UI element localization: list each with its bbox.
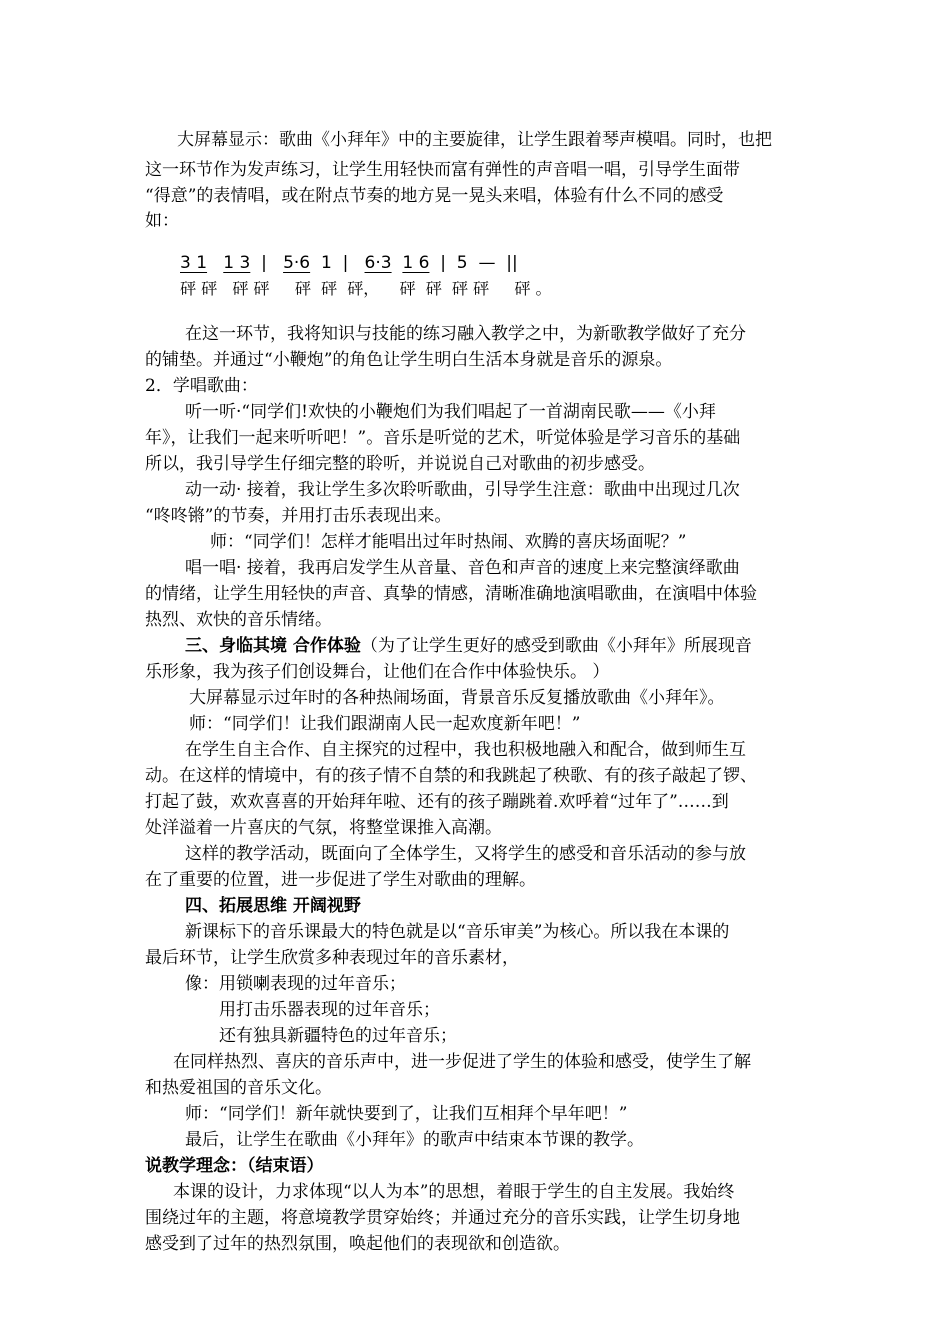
paragraph-line: 在这一环节，我将知识与技能的练习融入教学之中，为新歌教学做好了充分	[185, 324, 746, 344]
teacher-quote: 师：“同学们！让我们跟湖南人民一起欢度新年吧！”	[189, 714, 581, 734]
note: 1	[320, 253, 332, 273]
bar-line: |	[440, 253, 446, 273]
section-heading: 2．学唱歌曲：	[145, 376, 258, 396]
paragraph-line: 在同样热烈、喜庆的音乐声中，进一步促进了学生的体验和感受，使学生了解	[173, 1052, 751, 1072]
note-group: 3 1	[180, 253, 208, 273]
paragraph-line: 打起了鼓，欢欢喜喜的开始拜年啦、还有的孩子蹦跳着.欢呼着“过年了”……到	[145, 792, 729, 812]
note-group: 1 6	[402, 253, 430, 273]
paragraph-line: 动。在这样的情境中，有的孩子情不自禁的和我跳起了秧歌、有的孩子敲起了锣、	[145, 766, 757, 786]
paragraph-line: 这样的教学活动，既面向了全体学生，又将学生的感受和音乐活动的参与放	[185, 844, 746, 864]
note: 5	[456, 253, 468, 273]
paragraph-line: 乐形象，我为孩子们创设舞台，让他们在合作中体验快乐。 ）	[145, 662, 610, 682]
paragraph-line: 所以，我引导学生仔细完整的聆听，并说说自己对歌曲的初步感受。	[145, 454, 655, 474]
list-item: 用打击乐器表现的过年音乐；	[219, 1000, 440, 1020]
paragraph-line: 本课的设计，力求体现“以人为本”的思想，着眼于学生的自主发展。我始终	[173, 1182, 735, 1202]
paragraph-line: 的铺垫。并通过“小鞭炮”的角色让学生明白生活本身就是音乐的源泉。	[145, 350, 673, 370]
paragraph-line: 大屏幕显示过年时的各种热闹场面，背景音乐反复播放歌曲《小拜年》。	[189, 688, 725, 708]
paragraph-line: 大屏幕显示：歌曲《小拜年》中的主要旋律，让学生跟着琴声模唱。同时，也把	[177, 130, 772, 150]
paragraph-line: “咚咚锵”的节奏，并用打击乐表现出来。	[145, 506, 452, 526]
list-item: 还有独具新疆特色的过年音乐；	[219, 1026, 457, 1046]
teacher-quote: 师：“同学们！新年就快要到了，让我们互相拜个早年吧！”	[185, 1104, 628, 1124]
paragraph-line: 如：	[145, 211, 179, 231]
bar-line: |	[261, 253, 267, 273]
paragraph-line: 和热爱祖国的音乐文化。	[145, 1078, 332, 1098]
note-group: 1 3	[223, 253, 251, 273]
lyrics-line: 砰 砰 砰 砰 砰 砰 砰， 砰 砰 砰 砰 砰 。	[180, 279, 552, 298]
paragraph-line: 新课标下的音乐课最大的特色就是以“音乐审美”为核心。所以我在本课的	[185, 922, 730, 942]
paragraph-line: 最后环节，让学生欣赏多种表现过年的音乐素材，	[145, 948, 519, 968]
paragraph-line: 听一听·“同学们!欢快的小鞭炮们为我们唱起了一首湖南民歌——《小拜	[185, 402, 716, 422]
paragraph-line: 这一环节作为发声练习，让学生用轻快而富有弹性的声音唱一唱，引导学生面带	[145, 160, 740, 180]
end-bar-line: ||	[506, 253, 518, 273]
bar-line: |	[342, 253, 349, 273]
paragraph-line: 在学生自主合作、自主探究的过程中，我也积极地融入和配合，做到师生互	[185, 740, 746, 760]
list-item: 像：用锁喇表现的过年音乐；	[185, 974, 406, 994]
dash: —	[478, 253, 496, 273]
paragraph-line: 感受到了过年的热烈氛围，唤起他们的表现欲和创造欲。	[145, 1234, 570, 1254]
paragraph-line: 动一动· 接着，我让学生多次聆听歌曲，引导学生注意：歌曲中出现过几次	[185, 480, 740, 500]
paragraph-line: 最后，让学生在歌曲《小拜年》的歌声中结束本节课的教学。	[185, 1130, 644, 1150]
paragraph-line: 热烈、欢快的音乐情绪。	[145, 610, 332, 630]
paragraph-line: 的情绪，让学生用轻快的声音、真挚的情感，清晰准确地演唱歌曲，在演唱中体验	[145, 584, 757, 604]
paragraph-line: 唱一唱· 接着，我再启发学生从音量、音色和声音的速度上来完整演绎歌曲	[185, 558, 740, 578]
note-group: 5·6	[283, 253, 311, 273]
paragraph-line	[185, 633, 810, 659]
section-heading: 四、拓展思维 开阔视野	[185, 896, 361, 916]
section-note: （为了让学生更好的感受到歌曲《小拜年》所展现音	[360, 636, 752, 656]
note-group: 6·3	[364, 253, 392, 273]
paragraph-line: 处洋溢着一片喜庆的气氛，将整堂课推入高潮。	[145, 818, 502, 838]
teacher-quote: 师：“同学们！怎样才能唱出过年时热闹、欢腾的喜庆场面呢？”	[210, 532, 687, 552]
paragraph-line: 年》，让我们一起来听听吧！”。音乐是听觉的艺术，听觉体验是学习音乐的基础	[145, 428, 741, 448]
section-heading: 说教学理念：（结束语）	[145, 1156, 324, 1176]
section-heading: 三、身临其境 合作体验	[185, 636, 361, 656]
paragraph-line: 在了重要的位置，进一步促进了学生对歌曲的理解。	[145, 870, 536, 890]
paragraph-line: “得意”的表情唱，或在附点节奏的地方晃一晃头来唱，体验有什么不同的感受	[145, 186, 724, 206]
jianpu-notation	[180, 250, 518, 276]
paragraph-line: 围绕过年的主题，将意境教学贯穿始终；并通过充分的音乐实践，让学生切身地	[145, 1208, 740, 1228]
